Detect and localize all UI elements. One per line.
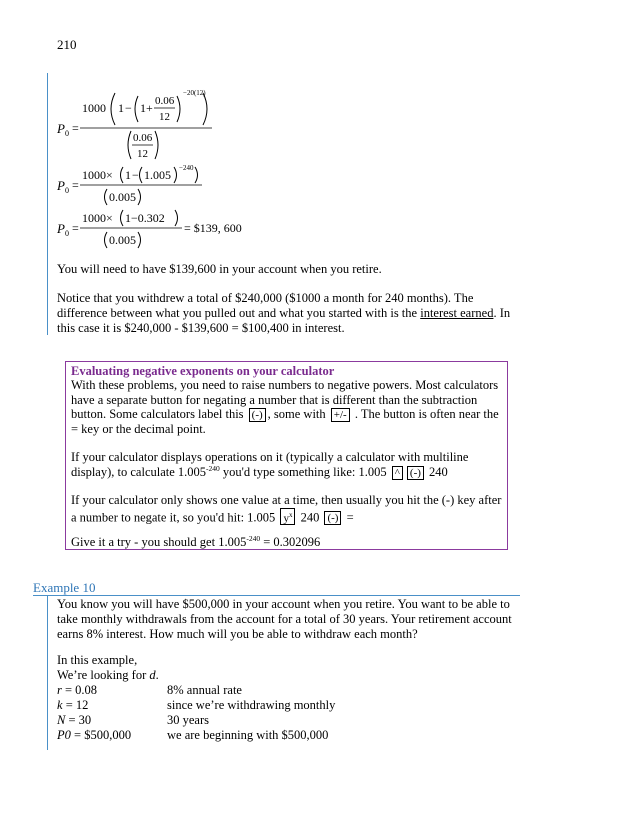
negate-key-3: (-) — [324, 511, 341, 525]
notice-line-2-pre: difference between what you pulled out and what you started with is the — [57, 306, 421, 320]
notice-paragraph — [57, 291, 517, 336]
tip-line-1: With these problems, you need to raise numbers to negative powers. Most calculators — [71, 378, 499, 392]
variable-n-def — [57, 713, 91, 728]
variable-p0-desc: we are beginning with $500,000 — [167, 728, 329, 742]
notice-line-3: this case it is $240,000 - $139,600 = $100,400 in interest. — [57, 321, 345, 335]
example-line-4: In this example, — [57, 653, 138, 667]
power-key — [280, 508, 295, 526]
eq3-paren-right — [175, 210, 178, 226]
eq1-inner-paren-left — [135, 96, 138, 122]
eq3-den: 0.005 — [109, 233, 136, 247]
result-paragraph: You will need to have $139,600 in your account when you retire. — [57, 262, 382, 276]
variable-p0-def — [57, 728, 131, 743]
tip-line-8-b: 240 — [297, 510, 323, 525]
example-variable-d: d — [149, 668, 156, 682]
tip-line-9 — [71, 535, 320, 550]
power-key-base: y — [283, 512, 289, 525]
caret-key: ^ — [392, 466, 403, 480]
example-problem — [57, 597, 517, 642]
eq1-rate-den: 12 — [159, 111, 170, 123]
tip-line-8-c: = — [343, 510, 354, 525]
eq1-one: 1 — [118, 101, 124, 115]
eq3-paren-left — [121, 210, 124, 226]
tip-line-7: If your calculator only shows one value at a time, then usually you hit the (-) key after — [71, 493, 502, 507]
eq1-sub: 0 — [65, 129, 69, 138]
eq3-inner: 1−0.302 — [125, 211, 165, 225]
tip-line-8-a: a number to negate it, so you'd hit: 1.005 — [71, 510, 279, 525]
eq3-den-paren-right — [138, 232, 141, 248]
variable-p0-value: = $500,000 — [70, 728, 132, 742]
eq1-eq: = — [72, 121, 79, 135]
example-intro — [57, 653, 517, 683]
eq2-inner-paren-right — [174, 167, 177, 183]
eq2-den: 0.005 — [109, 190, 136, 204]
eq3-eq: = — [72, 221, 79, 235]
eq2-inner-paren-left — [140, 167, 143, 183]
example-rule-vertical — [47, 595, 48, 750]
eq2-lhs: P — [57, 178, 65, 193]
tip-line-5: If your calculator displays operations on it (typically a calculator with multiline — [71, 450, 469, 464]
eq3-result: = $139, 600 — [184, 221, 242, 235]
calculator-tip-title: Evaluating negative exponents on your calculator — [71, 364, 335, 378]
notice-line-2 — [57, 306, 517, 321]
variable-r-desc: 8% annual rate — [167, 683, 242, 697]
eq1-den-paren-left — [128, 131, 131, 159]
eq3-den-paren-left — [105, 232, 108, 248]
variable-k-name: k — [57, 698, 63, 712]
eq2-minus: − — [132, 168, 139, 182]
variable-k-value: = 12 — [62, 698, 89, 712]
example-line-1: You know you will have $500,000 in your account when you retire. You want to be able to — [57, 597, 510, 611]
eq1-rate-num: 0.06 — [155, 95, 175, 107]
equation-1 — [52, 85, 252, 165]
tip-line-4: = key or the decimal point. — [71, 421, 206, 436]
tip-line-3 — [71, 407, 499, 422]
example-line-3: earns 8% interest. How much will you be able to withdraw each month? — [57, 627, 418, 641]
eq2-base: 1.005 — [144, 168, 171, 182]
example-label: Example 10 — [33, 580, 96, 595]
eq2-den-paren-left — [105, 189, 108, 205]
section-rule — [47, 73, 48, 335]
tip-line-3-c: . The button is often near the — [351, 407, 499, 421]
example-line-5 — [57, 668, 517, 683]
tip-line-6-c: 240 — [425, 464, 448, 479]
eq3-lhs: P — [57, 221, 65, 236]
eq1-den-den: 12 — [137, 148, 148, 160]
tip-line-6 — [71, 465, 448, 480]
eq2-eq: = — [72, 178, 79, 192]
eq2-sub: 0 — [65, 186, 69, 195]
notice-line-2-post: . In — [493, 306, 511, 320]
example-line-2: take monthly withdrawals from the account for a total of 30 years. Your retirement account — [57, 612, 512, 626]
variable-r-name: r — [57, 683, 62, 697]
negate-key-2: (-) — [407, 466, 424, 480]
eq2-den-paren-right — [138, 189, 141, 205]
eq3-num-pre: 1000× — [82, 211, 113, 225]
variable-p0-sub: 0 — [64, 728, 71, 742]
power-key-sup: x — [288, 510, 293, 519]
equation-3 — [52, 205, 292, 253]
eq2-paren-right — [195, 167, 198, 183]
variable-r-def — [57, 683, 97, 698]
eq1-inner-paren-right — [177, 96, 180, 122]
eq1-den-paren-right — [155, 131, 158, 159]
eq1-lhs: P — [57, 121, 65, 136]
tip-line-6-a: display), to calculate 1.005 — [71, 464, 207, 479]
variable-n-name: N — [57, 713, 66, 727]
notice-line-1: Notice that you withdrew a total of $240,000 ($1000 a month for 240 months). The — [57, 291, 474, 305]
eq1-outer-paren-left — [111, 93, 115, 125]
tip-line-9-b: = 0.302096 — [260, 535, 321, 549]
tip-line-8 — [71, 508, 354, 526]
variable-k-desc: since we’re withdrawing monthly — [167, 698, 336, 712]
tip-line-9-exponent: -240 — [246, 533, 261, 543]
eq1-coef: 1000 — [82, 101, 106, 115]
eq1-exponent: −20(12) — [183, 89, 206, 97]
eq2-paren-left — [121, 167, 124, 183]
eq2-num-pre: 1000× — [82, 168, 113, 182]
tip-line-3-a: button. Some calculators label this — [71, 407, 247, 421]
equation-2 — [52, 162, 252, 210]
eq1-minus: − — [125, 101, 132, 115]
plus-minus-key: +/- — [331, 408, 350, 422]
tip-line-2: have a separate button for negating a number that is different than the subtraction — [71, 392, 478, 407]
negate-key: (-) — [249, 408, 266, 422]
example-line-5-a: We’re looking for — [57, 668, 150, 682]
eq2-one: 1 — [125, 168, 131, 182]
eq1-plus: + — [146, 101, 153, 115]
calculator-tip-box — [65, 361, 508, 550]
example-rule-horizontal — [33, 595, 520, 596]
example-line-5-b: . — [155, 668, 159, 682]
page-number: 210 — [57, 37, 77, 52]
interest-earned-term: interest earned — [420, 306, 494, 320]
tip-line-6-b: you'd type something like: 1.005 — [219, 464, 390, 479]
tip-line-9-a: Give it a try - you should get 1.005 — [71, 535, 247, 549]
eq2-exponent: −240 — [179, 164, 194, 172]
tip-line-3-b: , some with — [267, 407, 329, 421]
eq1-outer-paren-right — [203, 93, 207, 125]
variable-n-value: = 30 — [65, 713, 92, 727]
variable-n-desc: 30 years — [167, 713, 209, 727]
tip-line-6-exponent: -240 — [206, 463, 220, 473]
variable-k-def — [57, 698, 88, 713]
eq1-inner-one: 1 — [140, 101, 146, 115]
variable-r-value: = 0.08 — [61, 683, 98, 697]
eq1-den-num: 0.06 — [133, 132, 153, 144]
variable-p0-name: P — [57, 728, 65, 742]
eq3-sub: 0 — [65, 229, 69, 238]
